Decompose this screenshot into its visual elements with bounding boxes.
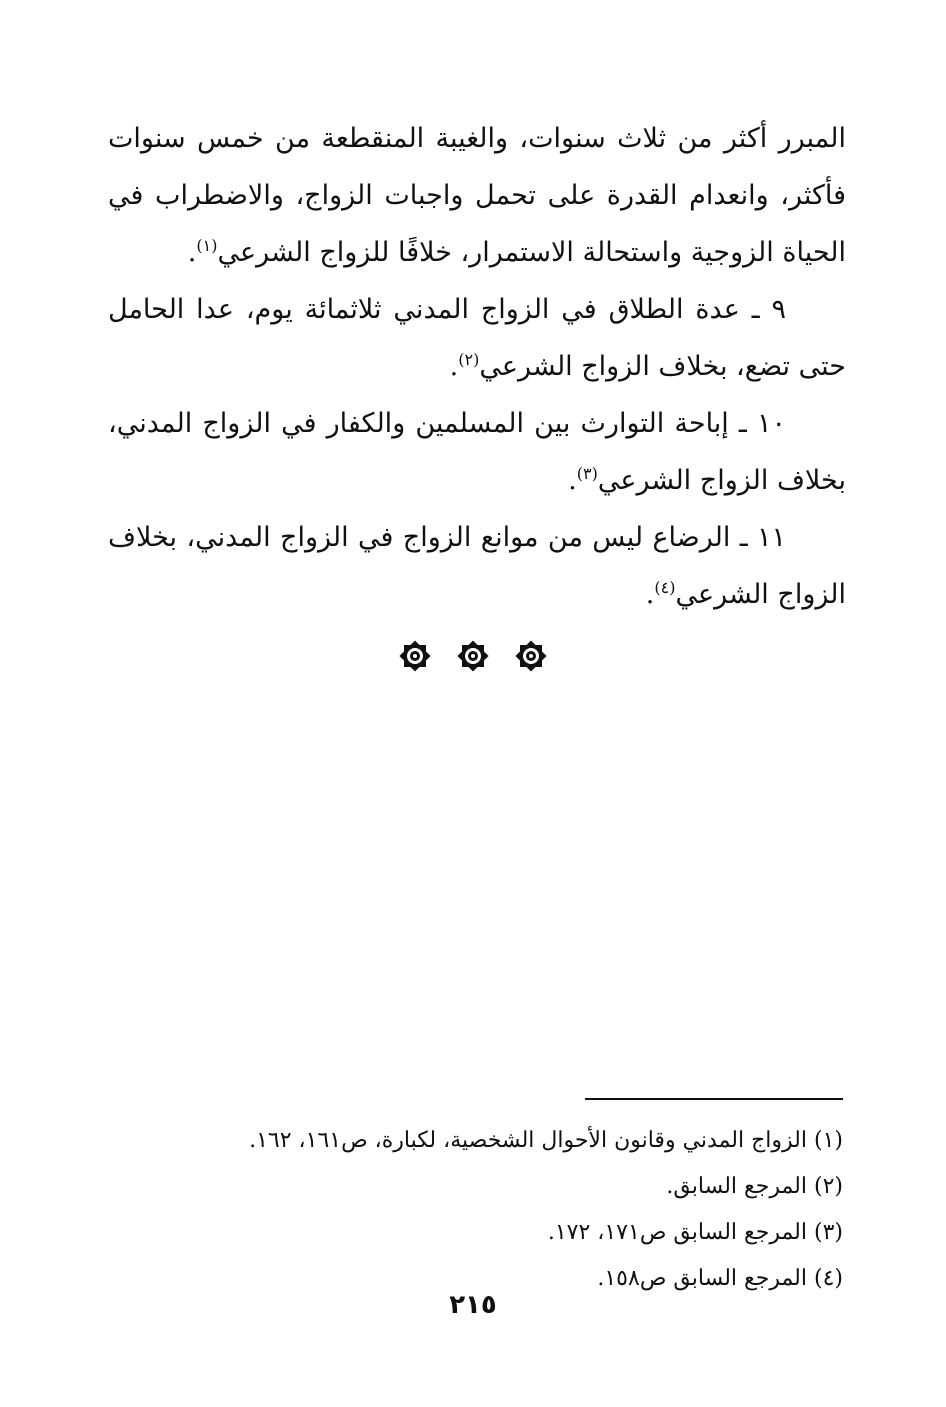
- paragraph-item-9: [108, 281, 846, 395]
- footnote-3: (٣) المرجع السابق ص١٧١، ١٧٢.: [547, 1220, 843, 1245]
- footnote-2: (٢) المرجع السابق.: [666, 1174, 843, 1199]
- paragraph-text: ١١ ـ الرضاع ليس من موانع الزواج في الزواج المدني، بخلاف الزواج الشرعي: [108, 522, 846, 610]
- footnote-4: (٤) المرجع السابق ص١٥٨.: [597, 1266, 843, 1291]
- footnote-1: (١) الزواج المدني وقانون الأحوال الشخصية، لكبارة، ص١٦١، ١٦٢.: [249, 1128, 843, 1153]
- paragraph-text: ٩ ـ عدة الطلاق في الزواج المدني ثلاثمائة يوم، عدا الحامل حتى تضع، بخلاف الزواج الشرعي: [108, 294, 846, 382]
- eight-pointed-star-ornament-icon: [515, 640, 547, 672]
- footnote-ref-3: (٣): [576, 464, 598, 483]
- footnote-ref-4: (٤): [654, 578, 676, 597]
- paragraph-end: .: [645, 579, 655, 610]
- paragraph-item-10: [108, 395, 846, 509]
- page-number: ٢١٥: [449, 1290, 497, 1320]
- paragraph-end: .: [568, 465, 577, 496]
- paragraph-end: .: [187, 237, 197, 268]
- footnotes: [100, 1118, 843, 1302]
- eight-pointed-star-ornament-icon: [399, 640, 431, 672]
- paragraph-continuation: [108, 110, 846, 281]
- section-divider-ornaments: [0, 640, 946, 674]
- paragraph-item-11: [108, 509, 846, 623]
- body-text: [108, 110, 846, 623]
- paragraph-text: ١٠ ـ إباحة التوارث بين المسلمين والكفار في الزواج المدني، بخلاف الزواج الشرعي: [108, 408, 846, 496]
- footnote-separator-rule: [585, 1098, 843, 1100]
- footnote-ref-2: (٢): [458, 350, 480, 369]
- eight-pointed-star-ornament-icon: [457, 640, 489, 672]
- paragraph-end: .: [449, 351, 459, 382]
- paragraph-text: المبرر أكثر من ثلاث سنوات، والغيبة المنقطعة من خمس سنوات فأكثر، وانعدام القدرة على تحمل واجبات الزواج، والاضطراب في الحياة الزوجية واستحالة الاستمرار، خلافًا للزواج الشرعي: [108, 123, 846, 268]
- footnote-ref-1: (١): [196, 236, 218, 255]
